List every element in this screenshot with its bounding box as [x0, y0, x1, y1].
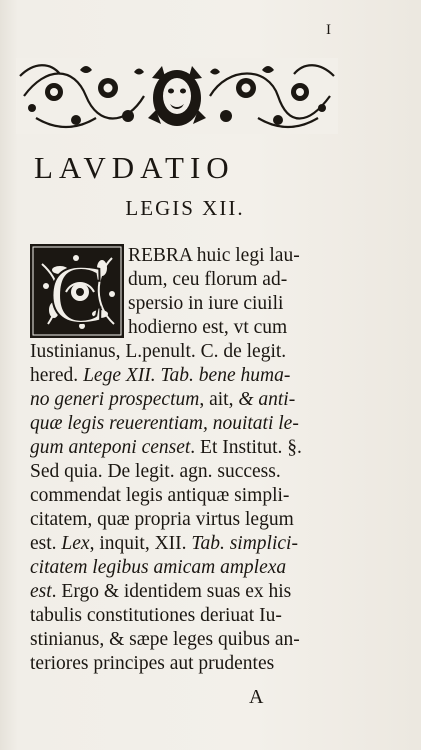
text-segment: , ait,	[199, 389, 239, 410]
text-line	[30, 532, 298, 556]
initial-letter: C	[48, 248, 106, 338]
text-segment: hodierno est, vt cum	[128, 317, 288, 338]
text-line	[30, 580, 291, 604]
text-segment: commendat legis antiquæ simpli-	[30, 485, 290, 506]
text-line	[30, 436, 302, 460]
text-segment: Tab. simplici-	[191, 533, 298, 554]
text-segment: REBRA huic legi lau-	[128, 245, 300, 266]
text-segment: . Ergo & identidem suas ex his	[51, 581, 292, 602]
text-line	[30, 388, 295, 412]
text-segment: Lex	[61, 533, 90, 554]
text-segment: hered.	[30, 365, 84, 386]
page-subtitle: LEGIS XII.	[125, 196, 245, 220]
text-segment: est.	[30, 533, 62, 554]
text-line	[30, 628, 300, 652]
text-segment: & anti-	[238, 389, 296, 410]
text-segment: stinianus, & sæpe leges quibus an-	[30, 629, 300, 650]
text-segment: teriores principes aut prudentes	[30, 653, 275, 674]
catchword: A	[249, 686, 264, 708]
text-line	[30, 604, 282, 628]
text-segment: no generi prospectum	[30, 389, 200, 410]
text-segment: . Et Institut. §.	[190, 437, 302, 458]
text-line	[30, 484, 289, 508]
text-line	[30, 508, 294, 532]
text-line	[30, 412, 299, 436]
text-segment: tabulis constitutiones deriuat Iu-	[30, 605, 282, 626]
text-segment: quæ legis reuerentiam, nouitati le-	[30, 413, 299, 434]
text-segment: gum anteponi censet	[30, 437, 191, 458]
text-line	[30, 460, 281, 484]
page-title: LAVDATIO	[34, 150, 235, 185]
text-line	[128, 292, 283, 316]
text-line	[30, 556, 286, 580]
folio-number: I	[326, 22, 331, 38]
text-segment: citatem legibus amicam amplexa	[30, 557, 287, 578]
text-line	[128, 316, 287, 340]
text-segment: Iustinianus, L.penult. C. de legit.	[30, 341, 287, 362]
text-segment: dum, ceu florum ad-	[128, 269, 288, 290]
decorated-initial	[30, 244, 124, 338]
text-line	[128, 244, 300, 268]
text-segment: est	[30, 581, 52, 602]
text-line	[30, 652, 274, 676]
text-segment: , inquit, XII.	[89, 533, 192, 554]
text-segment: spersio in iure ciuili	[128, 293, 284, 314]
text-line	[128, 268, 287, 292]
text-segment: Sed quia. De legit. agn. success.	[30, 461, 281, 482]
text-line	[30, 340, 286, 364]
text-line	[30, 364, 290, 388]
text-segment: Lege XII. Tab. bene huma-	[83, 365, 291, 386]
text-segment: citatem, quæ propria virtus legum	[30, 509, 294, 530]
ornamental-headpiece	[16, 58, 338, 134]
